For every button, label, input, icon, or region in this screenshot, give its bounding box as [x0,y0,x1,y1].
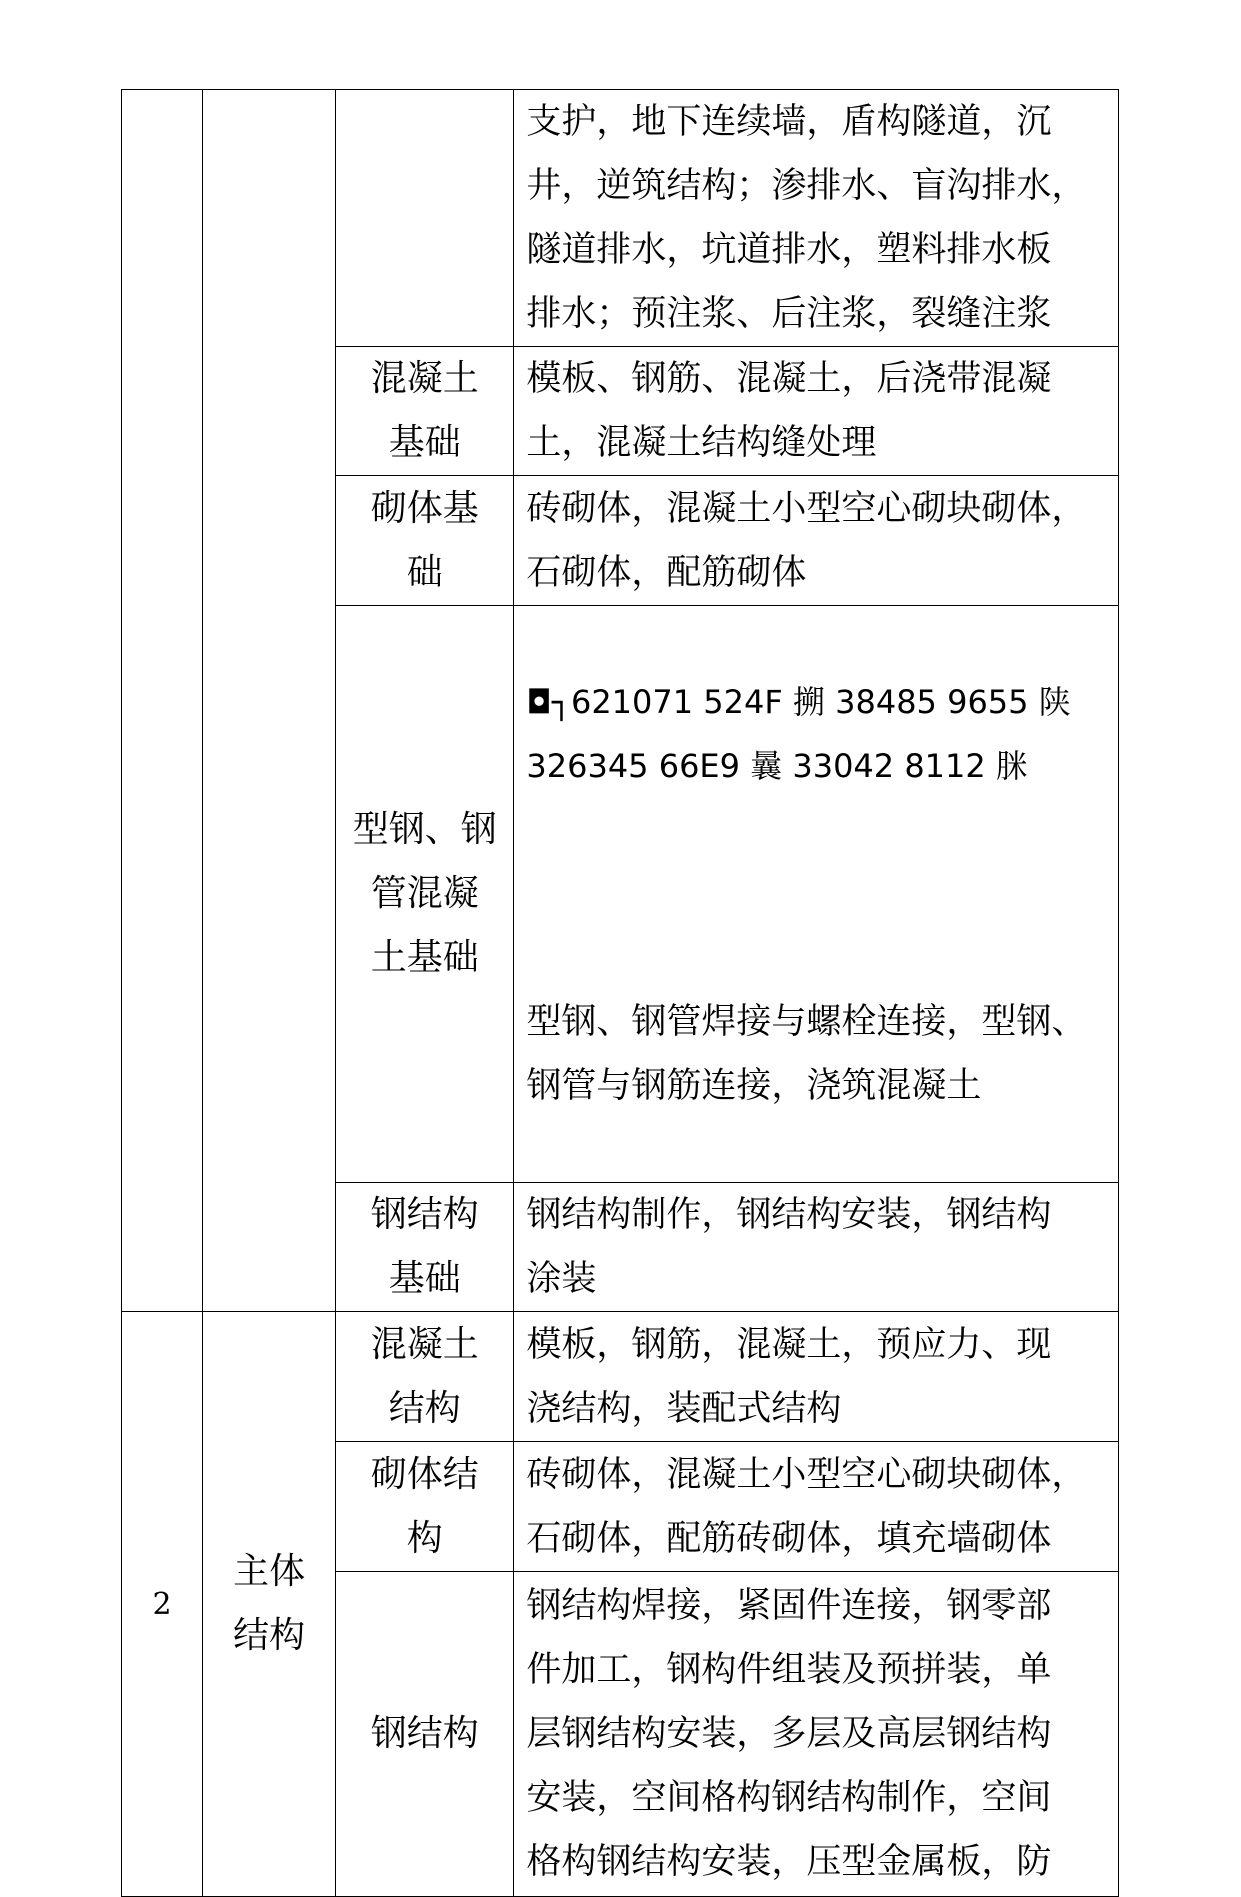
division-cell [203,90,336,1312]
table-row [122,90,1119,347]
subdivision-cell [336,90,514,347]
row-number-cell: 2 [122,1312,203,1897]
table-row [122,1312,1119,1442]
division-cell: 主体 结构 [203,1312,336,1897]
items-cell: 钢结构制作，钢结构安装，钢结构 涂装 [514,1183,1119,1312]
subdivision-cell: 混凝土 基础 [336,347,514,476]
items-cell: 支护，地下连续墙，盾构隧道，沉 井，逆筑结构；渗排水、盲沟排水， 隧道排水，坑道排水，塑料排水板 排水；预注浆、后注浆，裂缝注浆 [514,90,1119,347]
subdivision-cell: 混凝土 结构 [336,1312,514,1442]
subdivision-cell: 型钢、钢 管混凝 土基础 [336,606,514,1183]
subdivision-table [121,89,1119,1897]
items-cell: 砖砌体，混凝土小型空心砌块砌体， 石砌体，配筋砌体 [514,476,1119,606]
subdivision-cell: 砌体结 构 [336,1442,514,1572]
garbled-text: ◘┐621071 524F 搠 38485 9655 陕 326345 66E9 曩 33042 8112 脒 [526,683,1071,785]
items-cell: 砖砌体，混凝土小型空心砌块砌体， 石砌体，配筋砖砌体，填充墙砌体 [514,1442,1119,1572]
subdivision-cell: 砌体基 础 [336,476,514,606]
items-cell: 模板，钢筋，混凝土，预应力、现 浇结构，装配式结构 [514,1312,1119,1442]
row-number-cell [122,90,203,1312]
items-cell: 钢结构焊接，紧固件连接，钢零部 件加工，钢构件组装及预拼装，单 层钢结构安装，多层及高层钢结构 安装，空间格构钢结构制作，空间 格构钢结构安装，压型金属板，防 [514,1572,1119,1897]
items-cell: 模板、钢筋、混凝土，后浇带混凝 土，混凝土结构缝处理 [514,347,1119,476]
items-cell: ◘┐621071 524F 搠 38485 9655 陕 326345 66E9 曩 33042 8112 脒 型钢、钢管焊接与螺栓连接，型钢、 钢管与钢筋连接，浇筑混凝土 [514,606,1119,1183]
subdivision-cell: 钢结构 [336,1572,514,1897]
subdivision-cell: 钢结构 基础 [336,1183,514,1312]
